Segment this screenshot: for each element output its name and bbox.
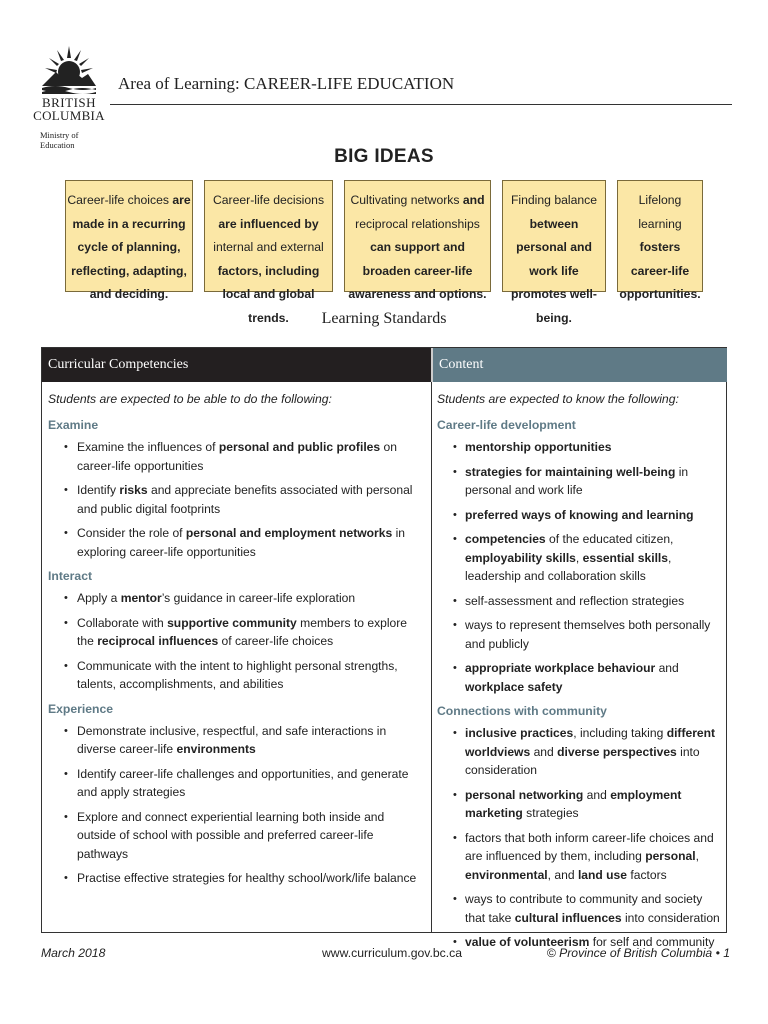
emphasis-term: reciprocal influences bbox=[97, 634, 219, 648]
emphasis-term: employability skills bbox=[465, 550, 576, 565]
logo-text-british: BRITISH bbox=[41, 95, 97, 110]
emphasis-term: environmental bbox=[465, 867, 548, 882]
big-idea-card: Career-life decisions are influenced by internal and external factors, including local and global trends. bbox=[204, 180, 333, 292]
competency-list bbox=[48, 589, 426, 694]
list-item: • Explore and connect experiential learning both inside and outside of school with possible and preferred career-life pathways bbox=[48, 808, 426, 864]
emphasis-term: employment marketing bbox=[465, 787, 682, 820]
list-item: • value of volunteerism for self and community bbox=[437, 933, 725, 952]
competency-section-title: Examine bbox=[48, 418, 99, 432]
list-item bbox=[437, 438, 725, 457]
header-divider bbox=[110, 104, 732, 105]
list-item: • Consider the role of personal and employment networks in exploring career-life opportunities bbox=[48, 524, 426, 561]
emphasis-term: competencies bbox=[465, 532, 546, 546]
list-item: • Communicate with the intent to highlight personal strengths, talents, accomplishments, and abilities bbox=[48, 657, 426, 694]
bc-logo bbox=[28, 42, 110, 152]
emphasis-term: mentorship opportunities bbox=[465, 440, 612, 454]
list-item: • self-assessment and reflection strategies bbox=[437, 592, 725, 611]
list-item bbox=[437, 506, 725, 525]
emphasis-term: personal networking bbox=[465, 787, 584, 802]
list-item: • Demonstrate inclusive, respectful, and safe interactions in diverse career-life environments bbox=[48, 722, 426, 759]
ministry-label: Ministry of Education bbox=[40, 130, 79, 150]
big-idea-card: Lifelong learning fosters career-life opportunities. bbox=[617, 180, 703, 292]
column-divider bbox=[431, 382, 432, 933]
emphasis-term: risks bbox=[119, 483, 148, 497]
competency-list bbox=[48, 722, 426, 888]
emphasis-term: different worldviews bbox=[465, 726, 716, 759]
emphasis-term: can support and broaden career-life awareness and options. bbox=[348, 240, 487, 301]
big-idea-card: Career-life choices are made in a recurring cycle of planning, reflecting, adapting, and deciding. bbox=[65, 180, 193, 292]
list-item: • Examine the influences of personal and public profiles on career-life opportunities bbox=[48, 438, 426, 475]
emphasis-term: mentor bbox=[120, 591, 162, 605]
footer-url-link[interactable]: www.curriculum.gov.bc.ca bbox=[322, 946, 462, 960]
emphasis-term: fosters career-life opportunities. bbox=[619, 240, 701, 301]
learning-standards-title: Learning Standards bbox=[321, 310, 447, 327]
emphasis-term: essential skills bbox=[582, 550, 669, 565]
emphasis-term: preferred ways of knowing and learning bbox=[465, 507, 694, 522]
emphasis-term: environments bbox=[176, 742, 256, 756]
emphasis-term: diverse perspectives bbox=[557, 744, 677, 759]
competency-section-title: Interact bbox=[48, 569, 93, 583]
emphasis-term: and bbox=[459, 193, 485, 207]
emphasis-term: cultural influences bbox=[514, 910, 622, 925]
emphasis-term: supportive community bbox=[167, 615, 297, 630]
list-item: • ways to contribute to community and society that take cultural influences into consideration bbox=[437, 890, 725, 927]
competencies-intro: Students are expected to be able to do the following: bbox=[48, 392, 332, 406]
learning-standards-table bbox=[41, 347, 727, 949]
footer-date: March 2018 bbox=[41, 946, 106, 960]
emphasis-term: appropriate workplace behaviour bbox=[465, 661, 656, 675]
emphasis-term: are influenced by bbox=[218, 216, 319, 231]
emphasis-term: are made in a recurring cycle of planning, reflecting, adapting, and deciding. bbox=[71, 193, 191, 301]
content-list bbox=[437, 724, 725, 952]
emphasis-term: land use bbox=[577, 867, 627, 882]
content-column bbox=[437, 384, 725, 958]
emphasis-term: strategies for maintaining well-being bbox=[465, 464, 676, 479]
footer-copyright: © Province of British Columbia • 1 bbox=[546, 946, 730, 960]
emphasis-term: factors, including local and global trends. bbox=[217, 263, 320, 325]
list-item: • Identify risks and appreciate benefits associated with personal and public digital footprints bbox=[48, 481, 426, 518]
list-item: • strategies for maintaining well-being in personal and work life bbox=[437, 463, 725, 500]
list-item: • Practise effective strategies for healthy school/work/life balance bbox=[48, 869, 426, 888]
content-header: Content bbox=[431, 348, 727, 382]
big-idea-card: Finding balance between personal and work life promotes well-being. bbox=[502, 180, 606, 292]
emphasis-term: inclusive practices bbox=[465, 726, 574, 740]
sun-mountain-emblem-icon bbox=[42, 42, 96, 94]
competency-list bbox=[48, 438, 426, 561]
list-item: • factors that both inform career-life choices and are influenced by them, including personal, environmental, and land use factors bbox=[437, 829, 725, 885]
big-ideas-title: BIG IDEAS bbox=[334, 146, 434, 167]
content-section-title: Connections with community bbox=[437, 704, 607, 718]
emphasis-term: personal and employment networks bbox=[185, 526, 393, 540]
competency-section-title: Experience bbox=[48, 701, 114, 716]
list-item: • inclusive practices, including taking different worldviews and diverse perspectives into consideration bbox=[437, 724, 725, 780]
list-item: • Apply a mentor’s guidance in career-life exploration bbox=[48, 589, 426, 608]
list-item: • Identify career-life challenges and opportunities, and generate and apply strategies bbox=[48, 765, 426, 802]
logo-text-columbia: COLUMBIA bbox=[33, 108, 105, 123]
list-item: • Collaborate with supportive community members to explore the reciprocal influences of career-life choices bbox=[48, 614, 426, 651]
competencies-column bbox=[48, 384, 426, 894]
emphasis-term: value of volunteerism bbox=[465, 935, 590, 949]
area-of-learning-title: Area of Learning: CAREER-LIFE EDUCATION bbox=[118, 74, 455, 93]
curricular-competencies-header: Curricular Competencies bbox=[42, 348, 431, 382]
list-item: • appropriate workplace behaviour and workplace safety bbox=[437, 659, 725, 696]
emphasis-term: workplace safety bbox=[465, 679, 563, 694]
list-item: • personal networking and employment marketing strategies bbox=[437, 786, 725, 823]
emphasis-term: personal and public profiles bbox=[218, 440, 381, 454]
emphasis-term: between personal and work life promotes well-being. bbox=[510, 216, 597, 325]
big-idea-card: Cultivating networks and reciprocal relationships can support and broaden career-life awareness and options. bbox=[344, 180, 491, 292]
list-item: • competencies of the educated citizen, employability skills, essential skills, leadership and collaboration skills bbox=[437, 530, 725, 586]
content-intro: Students are expected to know the following: bbox=[437, 392, 679, 406]
list-item: • ways to represent themselves both personally and publicly bbox=[437, 616, 725, 653]
emphasis-term: personal bbox=[645, 849, 696, 863]
content-list bbox=[437, 438, 725, 696]
content-section-title: Career-life development bbox=[437, 418, 576, 432]
